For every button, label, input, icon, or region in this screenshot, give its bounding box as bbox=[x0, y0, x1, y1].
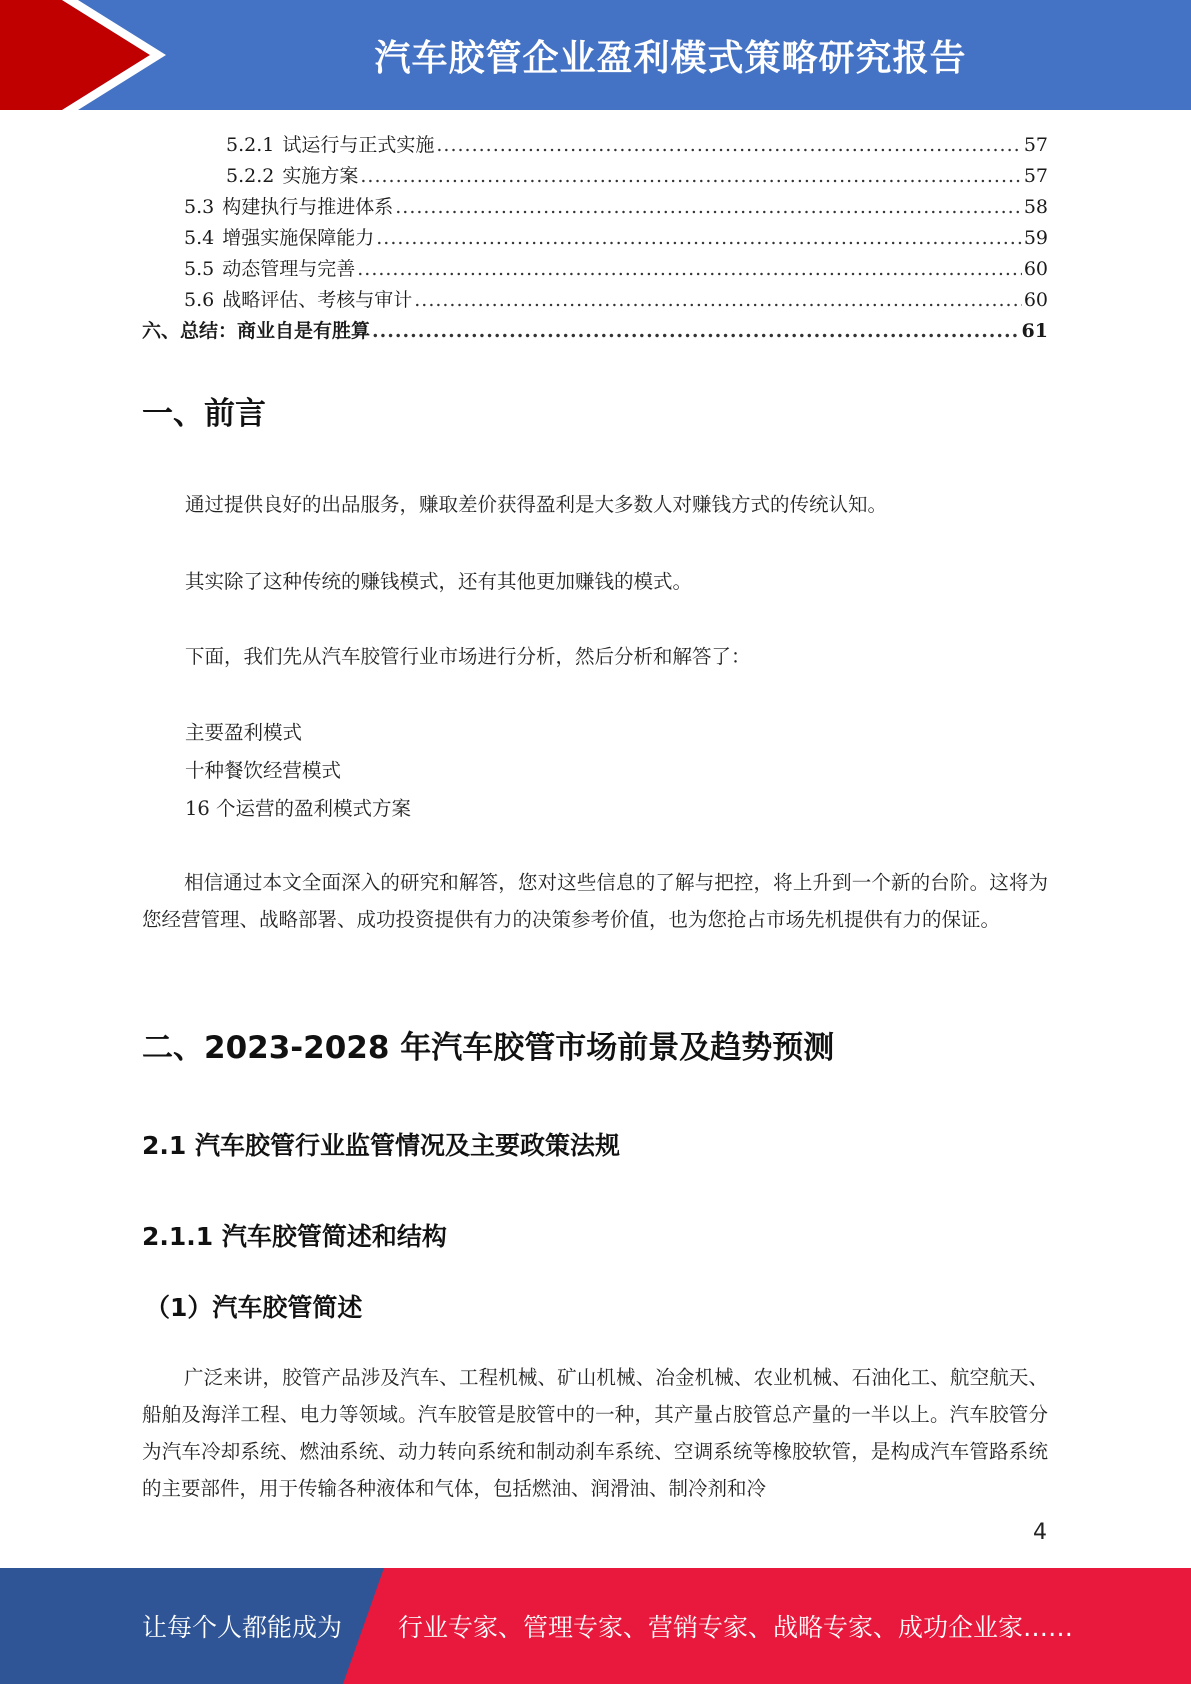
toc-entry-text: 实施方案 bbox=[282, 165, 359, 187]
list-item: 16 个运营的盈利模式方案 bbox=[185, 797, 412, 820]
toc-entry-text: 构建执行与推进体系 bbox=[222, 196, 394, 218]
toc-leader-dots bbox=[376, 223, 1022, 254]
preface-paragraph-4: 相信通过本文全面深入的研究和解答，您对这些信息的了解与把控，将上升到一个新的台阶。这将为您经营管理、战略部署、成功投资提供有力的决策参考价值，也为您抢占市场先机提供有力的保证。 bbox=[142, 871, 1048, 931]
toc-entry-5-2-1[interactable]: 5.2.1 试运行与正式实施 ..... 57 bbox=[142, 130, 1048, 161]
toc-page-number: 59 bbox=[1023, 227, 1048, 249]
toc-entry-text: 六、总结：商业自是有胜算 bbox=[142, 320, 371, 342]
toc-page-number: 57 bbox=[1023, 134, 1048, 156]
toc-page-number: 61 bbox=[1021, 320, 1048, 342]
toc-entry-text: 试运行与正式实施 bbox=[282, 134, 435, 156]
toc-entry-5-5[interactable]: 5.5 动态管理与完善 ..... 60 bbox=[142, 254, 1048, 285]
header-banner bbox=[0, 0, 1191, 110]
table-of-contents bbox=[142, 130, 1048, 347]
subsection-heading-2-1: 2.1 汽车胶管行业监管情况及主要政策法规 bbox=[142, 1131, 620, 1160]
section-heading-preface: 一、前言 bbox=[142, 396, 266, 432]
subsection-heading-overview: （1）汽车胶管简述 bbox=[145, 1293, 363, 1322]
subsection-heading-2-1-1: 2.1.1 汽车胶管简述和结构 bbox=[142, 1222, 447, 1251]
toc-entry-text: 增强实施保障能力 bbox=[222, 227, 375, 249]
toc-entry-chapter-6[interactable] bbox=[142, 316, 1048, 347]
toc-page-number: 60 bbox=[1023, 289, 1048, 311]
toc-entry-5-4[interactable]: 5.4 增强实施保障能力 ..... 59 bbox=[142, 223, 1048, 254]
footer-slogan-left: 让每个人都能成为 bbox=[142, 1613, 343, 1642]
list-item: 主要盈利模式 bbox=[185, 721, 303, 744]
page-number: 4 bbox=[1033, 1520, 1047, 1545]
toc-leader-dots bbox=[372, 316, 1020, 347]
toc-entry-5-2-2[interactable]: 5.2.2 实施方案 ..... 57 bbox=[142, 161, 1048, 192]
toc-leader-dots bbox=[395, 192, 1022, 223]
footer-banner bbox=[0, 1568, 1191, 1684]
toc-leader-dots bbox=[414, 285, 1022, 316]
toc-leader-dots bbox=[357, 254, 1022, 285]
toc-entry-5-3[interactable]: 5.3 构建执行与推进体系 ..... 58 bbox=[142, 192, 1048, 223]
toc-page-number: 58 bbox=[1023, 196, 1048, 218]
overview-paragraph: 广泛来讲，胶管产品涉及汽车、工程机械、矿山机械、冶金机械、农业机械、石油化工、航空航天、船舶及海洋工程、电力等领域。汽车胶管是胶管中的一种，其产量占胶管总产量的一半以上。汽车胶管分为汽车冷却系统、燃油系统、动力转向系统和制动刹车系统、空调系统等橡胶软管，是构成汽车管路系统的主要部件，用于传输各种液体和气体，包括燃油、润滑油、制冷剂和冷 bbox=[142, 1366, 1048, 1500]
toc-entry-text: 动态管理与完善 bbox=[222, 258, 356, 280]
toc-leader-dots bbox=[436, 130, 1021, 161]
report-title: 汽车胶管企业盈利模式策略研究报告 bbox=[374, 37, 967, 79]
toc-leader-dots bbox=[360, 161, 1021, 192]
section-heading-market-outlook: 二、2023-2028 年汽车胶管市场前景及趋势预测 bbox=[142, 1030, 835, 1066]
toc-entry-5-6[interactable]: 5.6 战略评估、考核与审计 ..... 60 bbox=[142, 285, 1048, 316]
preface-paragraph-1: 通过提供良好的出品服务，赚取差价获得盈利是大多数人对赚钱方式的传统认知。 bbox=[185, 493, 888, 516]
toc-entry-text: 战略评估、考核与审计 bbox=[222, 289, 413, 311]
preface-paragraph-2: 其实除了这种传统的赚钱模式，还有其他更加赚钱的模式。 bbox=[185, 570, 693, 593]
toc-page-number: 57 bbox=[1023, 165, 1048, 187]
toc-page-number: 60 bbox=[1023, 258, 1048, 280]
list-item: 十种餐饮经营模式 bbox=[185, 759, 342, 782]
footer-slogan-right: 行业专家、管理专家、营销专家、战略专家、成功企业家…… bbox=[398, 1613, 1074, 1642]
preface-paragraph-3: 下面，我们先从汽车胶管行业市场进行分析，然后分析和解答了： bbox=[185, 645, 751, 668]
